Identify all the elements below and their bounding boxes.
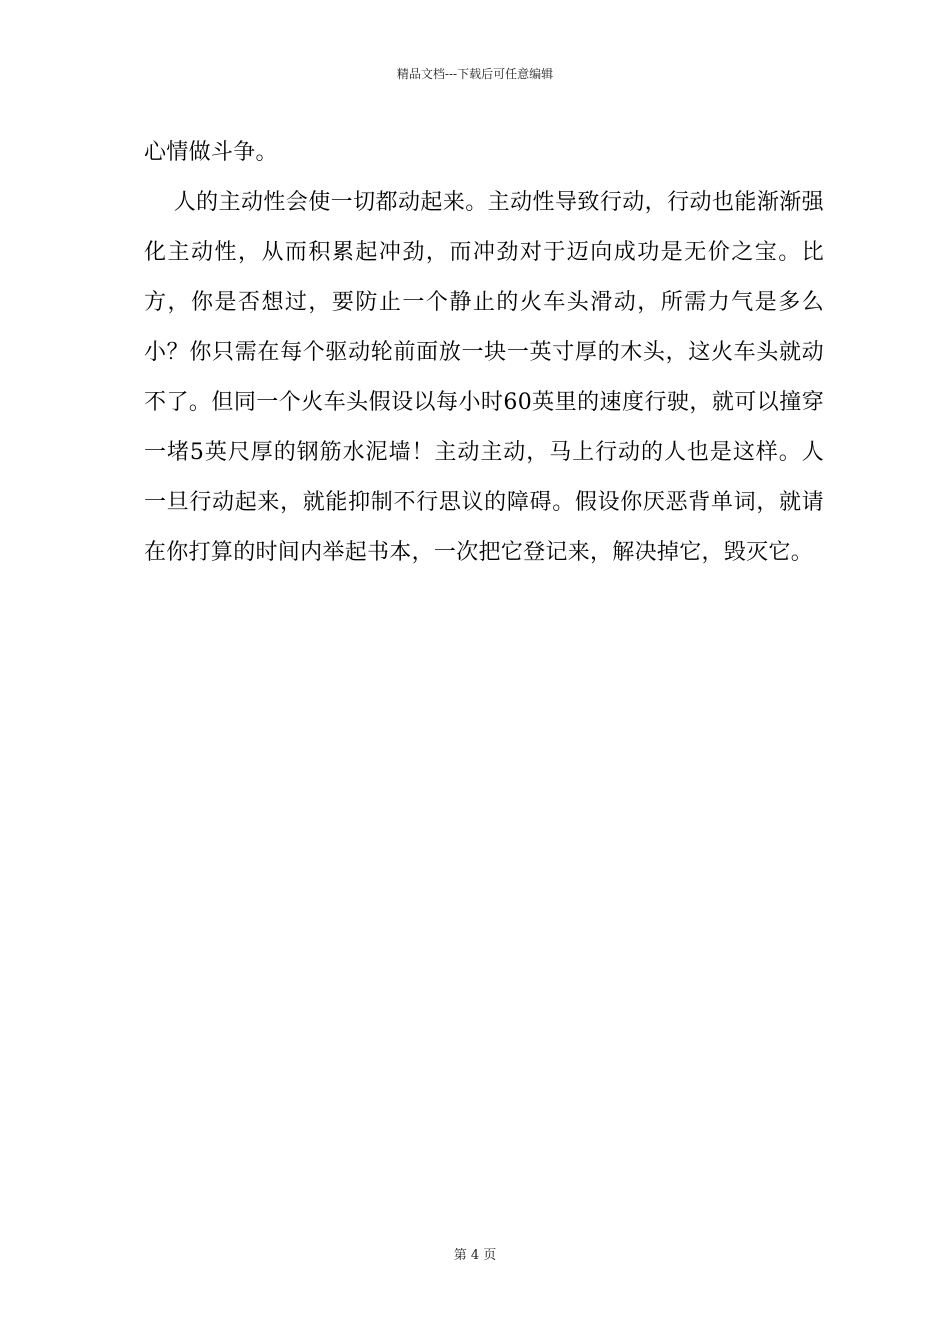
page-number: 第 4 页 (453, 1248, 497, 1263)
paragraph-main: 人的主动性会使一切都动起来。主动性导致行动，行动也能渐渐强化主动性，从而积累起冲劲，而冲劲对于迈向成功是无价之宝。比方，你是否想过，要防止一个静止的火车头滑动，所需力气是多么小？你只需在每个驱动轮前面放一块一英寸厚的木头，这火车头就动不了。但同一个火车头假设以每小时60英里的速度行驶，就可以撞穿一堵5英尺厚的钢筋水泥墙！主动主动，马上行动的人也是这样。人一旦行动起来，就能抑制不行思议的障碍。假设你厌恶背单词，就请在你打算的时间内举起书本，一次把它登记来，解决掉它，毁灭它。 (144, 190, 824, 565)
page-header: 精品文档---下载后可任意编辑 (396, 67, 554, 81)
paragraph-continuation: 心情做斗争。 (144, 140, 278, 165)
body-text (144, 128, 824, 578)
